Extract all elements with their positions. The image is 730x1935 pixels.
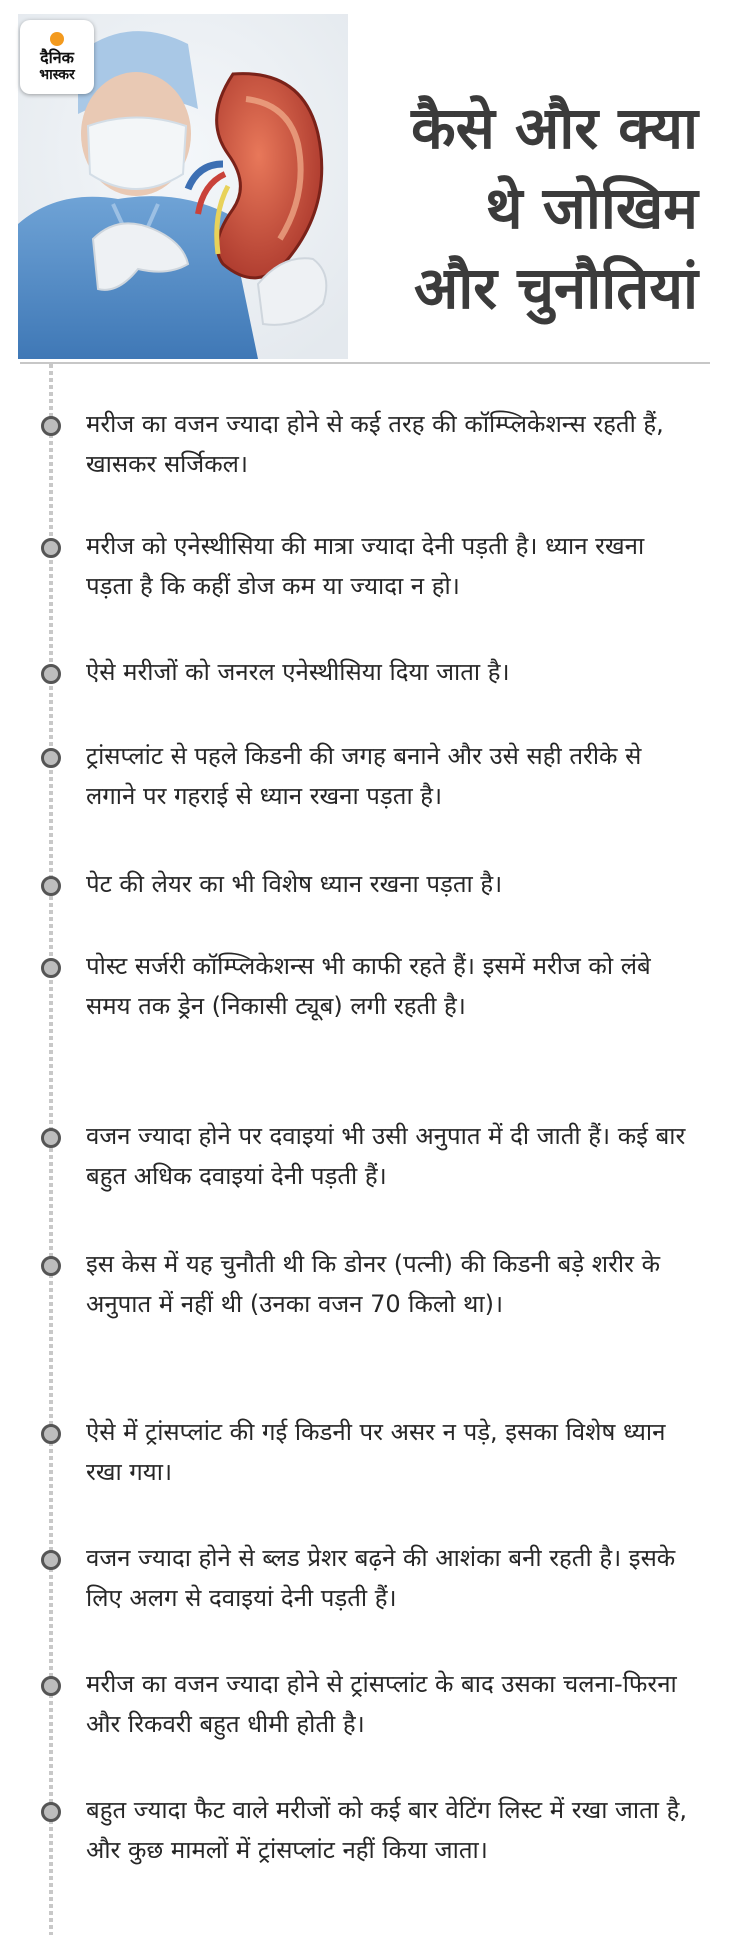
list-item-text: ऐसे मरीजों को जनरल एनेस्थीसिया दिया जाता है। <box>86 658 510 686</box>
list-item-text: पेट की लेयर का भी विशेष ध्यान रखना पड़ता है। <box>86 870 503 898</box>
bullet-dot-icon <box>41 876 61 896</box>
logo-text-line1: दैनिक <box>40 47 74 67</box>
logo-text-line2: भास्कर <box>39 66 75 83</box>
bullet-dot-icon <box>41 1128 61 1148</box>
timeline-line <box>49 364 53 1935</box>
bullet-dot-icon <box>41 1550 61 1570</box>
list-item-text: वजन ज्यादा होने पर दवाइयां भी उसी अनुपात में दी जाती हैं। कई बार बहुत अधिक दवाइयां देनी पड़ती हैं। <box>86 1122 686 1190</box>
bullet-dot-icon <box>41 664 61 684</box>
bullet-dot-icon <box>41 958 61 978</box>
bullet-dot-icon <box>41 538 61 558</box>
bullet-dot-icon <box>41 416 61 436</box>
list-item-text: मरीज को एनेस्थीसिया की मात्रा ज्यादा देनी पड़ती है। ध्यान रखना पड़ता है कि कहीं डोज कम या ज्यादा न हो। <box>86 532 645 600</box>
header-divider <box>20 362 710 364</box>
page-title <box>358 88 698 328</box>
list-item-text: इस केस में यह चुनौती थी कि डोनर (पत्नी) की किडनी बड़े शरीर के अनुपात में नहीं थी (उनका वजन 70 किलो था)। <box>86 1250 660 1318</box>
bullet-dot-icon <box>41 1256 61 1276</box>
bullet-dot-icon <box>41 1424 61 1444</box>
list-item-text: वजन ज्यादा होने से ब्लड प्रेशर बढ़ने की आशंका बनी रहती है। इसके लिए अलग से दवाइयां देनी पड़ती हैं। <box>86 1544 676 1612</box>
title-line-3: और चुनौतियां <box>413 254 698 322</box>
sun-dot-icon <box>50 32 64 46</box>
list-item-text: मरीज का वजन ज्यादा होने से कई तरह की कॉम्प्लिकेशन्स रहती हैं, खासकर सर्जिकल। <box>86 410 664 478</box>
list-item-text: मरीज का वजन ज्यादा होने से ट्रांसप्लांट के बाद उसका चलना-फिरना और रिकवरी बहुत धीमी होती है। <box>86 1670 677 1738</box>
list-item-text: पोस्ट सर्जरी कॉम्प्लिकेशन्स भी काफी रहते हैं। इसमें मरीज को लंबे समय तक ड्रेन (निकासी ट्यूब) लगी रहती है। <box>86 952 651 1020</box>
title-line-2: थे जोखिम <box>485 174 698 242</box>
bullet-dot-icon <box>41 1676 61 1696</box>
list-item-text: बहुत ज्यादा फैट वाले मरीजों को कई बार वेटिंग लिस्ट में रखा जाता है, और कुछ मामलों में ट्रांसप्लांट नहीं किया जाता। <box>86 1796 687 1864</box>
title-line-1: कैसे और क्या <box>411 94 698 162</box>
dainik-bhaskar-logo[interactable] <box>20 20 94 94</box>
bullet-dot-icon <box>41 748 61 768</box>
bullet-dot-icon <box>41 1802 61 1822</box>
list-item-text: ट्रांसप्लांट से पहले किडनी की जगह बनाने और उसे सही तरीके से लगाने पर गहराई से ध्यान रखना पड़ता है। <box>86 742 642 810</box>
header <box>0 0 730 362</box>
list-item-text: ऐसे में ट्रांसप्लांट की गई किडनी पर असर न पड़े, इसका विशेष ध्यान रखा गया। <box>86 1418 666 1486</box>
